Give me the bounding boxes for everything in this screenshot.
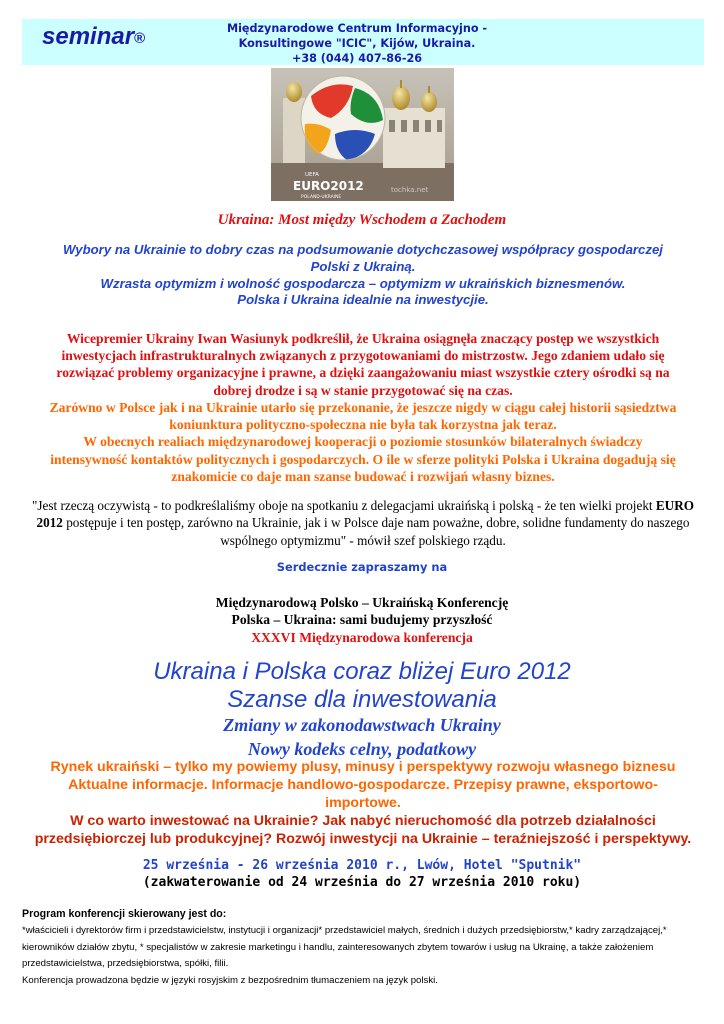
quote-euro: EURO — [655, 498, 694, 513]
organizer-line-1: Międzynarodowe Centrum Informacyjno - — [226, 22, 488, 35]
intro-line: Wybory na Ukrainie to dobry czas na podsumowanie dotychczasowej współpracy gospodarczej — [63, 242, 663, 257]
intro-line: Polski z Ukrainą. — [310, 258, 416, 274]
headline-line-1: Ukraina i Polska coraz bliżej Euro 2012 — [153, 658, 571, 685]
vice-premier-paragraph — [22, 330, 704, 399]
dates-accommodation: (zakwaterowanie od 24 września do 27 września 2010 roku) — [142, 875, 582, 890]
invitation-text: Serdecznie zapraszamy na — [276, 560, 448, 574]
intro-line: Polska i Ukraina idealnie na inwestycjie. — [237, 292, 489, 308]
topics-line: importowe. — [325, 795, 401, 811]
registered-mark: ® — [134, 30, 146, 47]
conference-number: XXXVI — [251, 629, 296, 645]
prime-minister-quote — [22, 497, 704, 549]
conference-edition-text: Międzynarodowa konferencja — [295, 629, 473, 645]
conference-headline — [0, 658, 724, 713]
program-audience — [22, 906, 704, 990]
watermark-text: tochka.net — [391, 186, 429, 194]
paragraph-line: Wicepremier Ukrainy Iwan Wasiunyk podkreślił, że Ukraina osiągnęła znaczący postęp we wszystkich — [66, 331, 660, 346]
topics-line: Aktualne informacje. Informacje handlowo-gospodarcze. Przepisy prawne, eksportowo- — [68, 777, 658, 793]
subheadline-line-2: Nowy kodeks celny, podatkowy — [247, 739, 477, 759]
intro-paragraph — [22, 242, 704, 309]
paragraph-line: koniunktura polityczno-społeczna nie była tak korzystna jak teraz. — [169, 417, 557, 433]
uefa-text: UEFA — [305, 172, 319, 178]
conference-subheadline — [0, 713, 724, 761]
paragraph-line: rozwiązać problemy organizacyjne i prawne, a dzięki zaangażowaniu miast wszystkie cztery ośrodki są na — [56, 365, 670, 381]
program-line: przedstawicielstwa, przedsiębiorstwa, spółki, filii. — [22, 958, 229, 970]
topics-line: Rynek ukraiński – tylko my powiemy plusy, minusy i perspektywy rozwoju własnego biznesu — [50, 759, 676, 775]
quote-text: postępuje i ten postęp, zarówno na Ukrainie, jak i w Polsce daje nam poważne, dobre, solidne fundamenty do naszego — [62, 515, 690, 531]
topics-line: przedsiębiorczej lub produkcyjnej? Rozwój inwestycji na Ukrainie – teraźniejszość i perspektywy. — [34, 831, 692, 847]
quote-text: wspólnego optymizmu" - mówił szef polskiego rządu. — [220, 532, 506, 548]
brand-name: seminar — [42, 23, 135, 50]
quote-text: "Jest rzeczą oczywistą - to podkreślaliśmy oboje na spotkaniu z delegacjami ukraińską i polską - że ten wielki projekt — [31, 498, 656, 513]
program-line: Konferencja prowadzona będzie w języki rosyjskim z bezpośrednim tłumaczeniem na język polski. — [22, 975, 438, 987]
program-line: *właścicieli i dyrektorów firm i przedstawicielstw, instytucji i organizacji* przedstawiciel małych, średnich i dużych przedsiębiorstw,* kadry zarządzającej,* — [22, 924, 667, 936]
euro2012-photo — [271, 68, 454, 201]
paragraph-line: inwestycjach infrastrukturalnych związanych z przygotowaniami do mistrzostw. Jego zdaniem udało się — [61, 348, 665, 364]
program-heading: Program konferencji skierowany jest do: — [22, 908, 227, 920]
intro-line: Wzrasta optymizm i wolność gospodarcza – optymizm w ukraińskich biznesmenów. — [100, 275, 626, 291]
paragraph-line: znakomicie co daje man szanse budować i rozwijań własny biznes. — [171, 468, 555, 484]
headline-line-2: Szanse dla inwestowania — [227, 685, 497, 713]
topics-line: W co warto inwestować na Ukrainie? Jak nabyć nieruchomość dla potrzeb działalności — [70, 813, 656, 829]
conference-name-block — [0, 594, 724, 646]
euro2012-logo-text: EURO2012 — [293, 179, 364, 193]
conference-line-1: Międzynarodową Polsko – Ukraińską Konferencję — [215, 595, 509, 610]
conference-topics — [22, 758, 704, 848]
program-line: kierowników działów zbytu, * specjalistów w zakresie marketingu i handlu, zainteresowanych zbytem towarów i usług na Ukrainę, a także założeniem — [22, 941, 654, 953]
conference-edition — [0, 629, 724, 646]
brand-logo — [42, 23, 145, 51]
header-banner — [22, 19, 704, 65]
paragraph-line: W obecnych realiach międzynarodowej kooperacji o poziomie stosunków bilateralnych świadczy — [83, 434, 643, 450]
subheadline-line-1: Zmiany w zakonodawstwach Ukrainy — [223, 715, 501, 735]
conference-dates — [0, 857, 724, 891]
organizer-info — [197, 21, 517, 66]
quote-year: 2012 — [36, 515, 63, 531]
cooperation-paragraph — [22, 399, 704, 485]
organizer-phone: +38 (044) 407-86-26 — [291, 52, 423, 65]
paragraph-line: dobrej drodze i są w stanie przygotować się na czas. — [213, 382, 513, 398]
paragraph-line: intensywność kontaktów politycznych i gospodarczych. O ile w sferze polityki Polska i Ukraina dogadują się — [50, 451, 676, 467]
article-title: Ukraina: Most między Wschodem a Zachodem — [217, 212, 507, 228]
dates-venue: 25 września - 26 września 2010 r., Lwów, Hotel "Sputnik" — [142, 858, 582, 873]
organizer-line-2: Konsultingowe "ICIC", Kijów, Ukraina. — [238, 37, 476, 50]
poland-ukraine-text: POLAND-UKRAINE — [301, 195, 342, 200]
paragraph-line: Zarówno w Polsce jak i na Ukrainie utarło się przekonanie, że jeszcze nigdy w ciągu całej historii sąsiedztwa — [49, 400, 677, 415]
conference-line-2: Polska – Ukraina: sami budujemy przyszłość — [231, 612, 493, 628]
